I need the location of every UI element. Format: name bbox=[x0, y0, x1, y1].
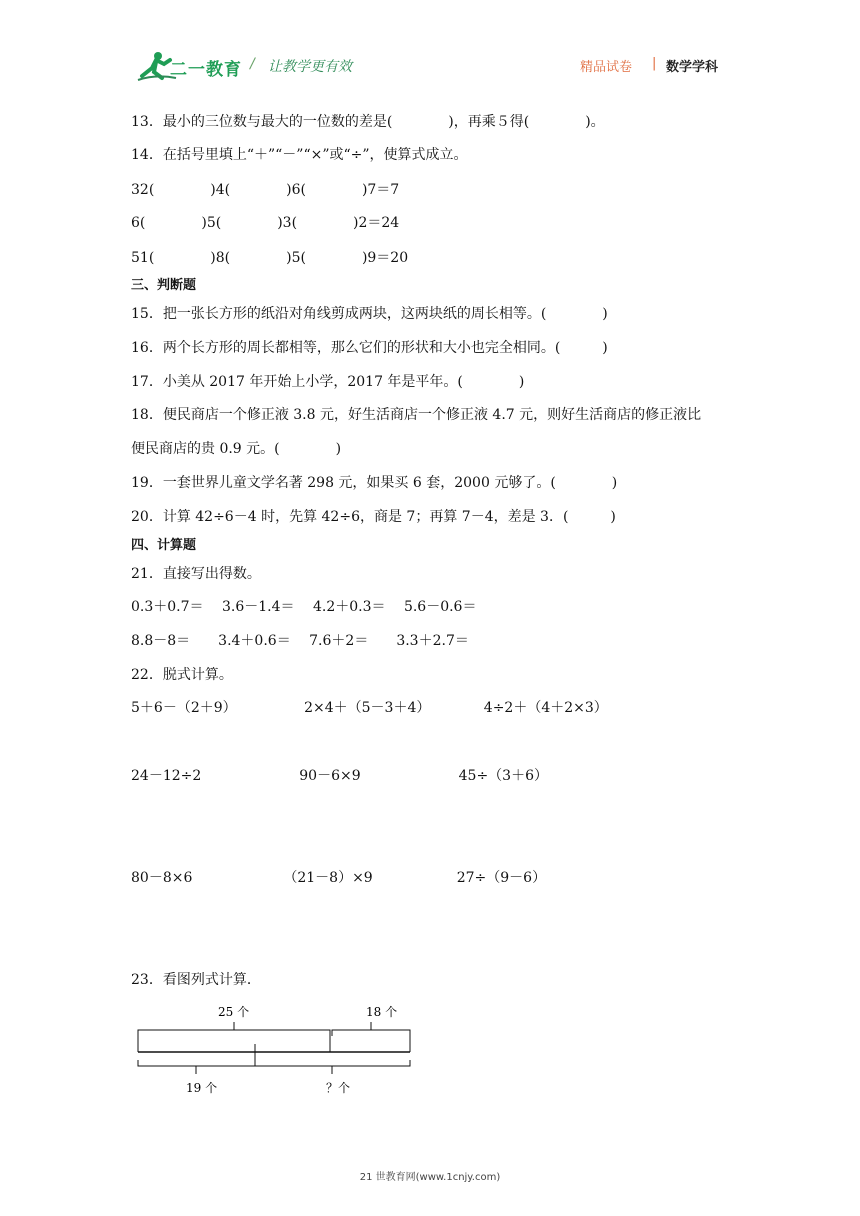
diagram-right-label: 18 个 bbox=[366, 1005, 398, 1019]
question-line: 18．便民商店一个修正液 3.8 元，好生活商店一个修正液 4.7 元，则好生活商店的修正液比 bbox=[131, 407, 702, 423]
question-line: 16．两个长方形的周长都相等，那么它们的形状和大小也完全相同。( ) bbox=[131, 340, 608, 356]
section-heading: 三、判断题 bbox=[131, 278, 197, 293]
page-footer: 21 世教育网(www.1cnjy.com) bbox=[359, 1172, 501, 1183]
page-header bbox=[0, 0, 860, 100]
question-line: 19．一套世界儿童文学名著 298 元，如果买 6 套，2000 元够了。( ) bbox=[131, 475, 618, 491]
segment-diagram bbox=[130, 1000, 430, 1100]
question-line: 17．小美从 2017 年开始上小学，2017 年是平年。( ) bbox=[131, 374, 525, 390]
question-line: 便民商店的贵 0.9 元。( ) bbox=[131, 441, 342, 457]
question-line: 0.3＋0.7＝ 3.6－1.4＝ 4.2＋0.3＝ 5.6－0.6＝ bbox=[131, 599, 477, 615]
question-line: 51( )8( )5( )9＝20 bbox=[131, 250, 409, 266]
brand-name: 二一教育 bbox=[170, 60, 242, 80]
question-line: 5＋6－（2＋9） 2×4＋（5－3＋4） 4÷2＋（4＋2×3） bbox=[131, 700, 608, 716]
question-line: 23．看图列式计算． bbox=[131, 972, 261, 988]
header-slogan: 让教学更有效 bbox=[268, 59, 352, 75]
diagram-top-label: 25 个 bbox=[218, 1005, 250, 1019]
question-line: 15．把一张长方形的纸沿对角线剪成两块，这两块纸的周长相等。( ) bbox=[131, 306, 608, 322]
header-separator: | bbox=[652, 56, 657, 71]
question-line: 32( )4( )6( )7＝7 bbox=[131, 182, 400, 198]
question-line: 8.8－8＝ 3.4＋0.6＝ 7.6＋2＝ 3.3＋2.7＝ bbox=[131, 633, 469, 649]
header-tag-premium: 精品试卷 bbox=[580, 60, 633, 75]
diagram-bottom-left-label: 19 个 bbox=[186, 1081, 218, 1095]
question-line: 14．在括号里填上“＋”“－”“×”或“÷”，使算式成立。 bbox=[131, 147, 468, 163]
section-heading: 四、计算题 bbox=[131, 538, 197, 553]
question-line: 6( )5( )3( )2＝24 bbox=[131, 215, 400, 231]
header-slash: / bbox=[250, 56, 255, 72]
question-line: 13．最小的三位数与最大的一位数的差是( )，再乘５得( )。 bbox=[131, 114, 605, 130]
question-line: 21．直接写出得数。 bbox=[131, 566, 261, 582]
question-line: 80－8×6 （21－8）×9 27÷（9－6） bbox=[131, 870, 547, 886]
question-line: 24－12÷2 90－6×9 45÷（3＋6） bbox=[131, 768, 548, 784]
diagram-bottom-right-label: ？个 bbox=[326, 1081, 351, 1095]
question-line: 20．计算 42÷6－4 时，先算 42÷6，商是 7；再算 7－4，差是 3．( ) bbox=[131, 509, 616, 525]
question-line: 22．脱式计算。 bbox=[131, 667, 233, 683]
header-tag-subject: 数学学科 bbox=[666, 60, 719, 75]
